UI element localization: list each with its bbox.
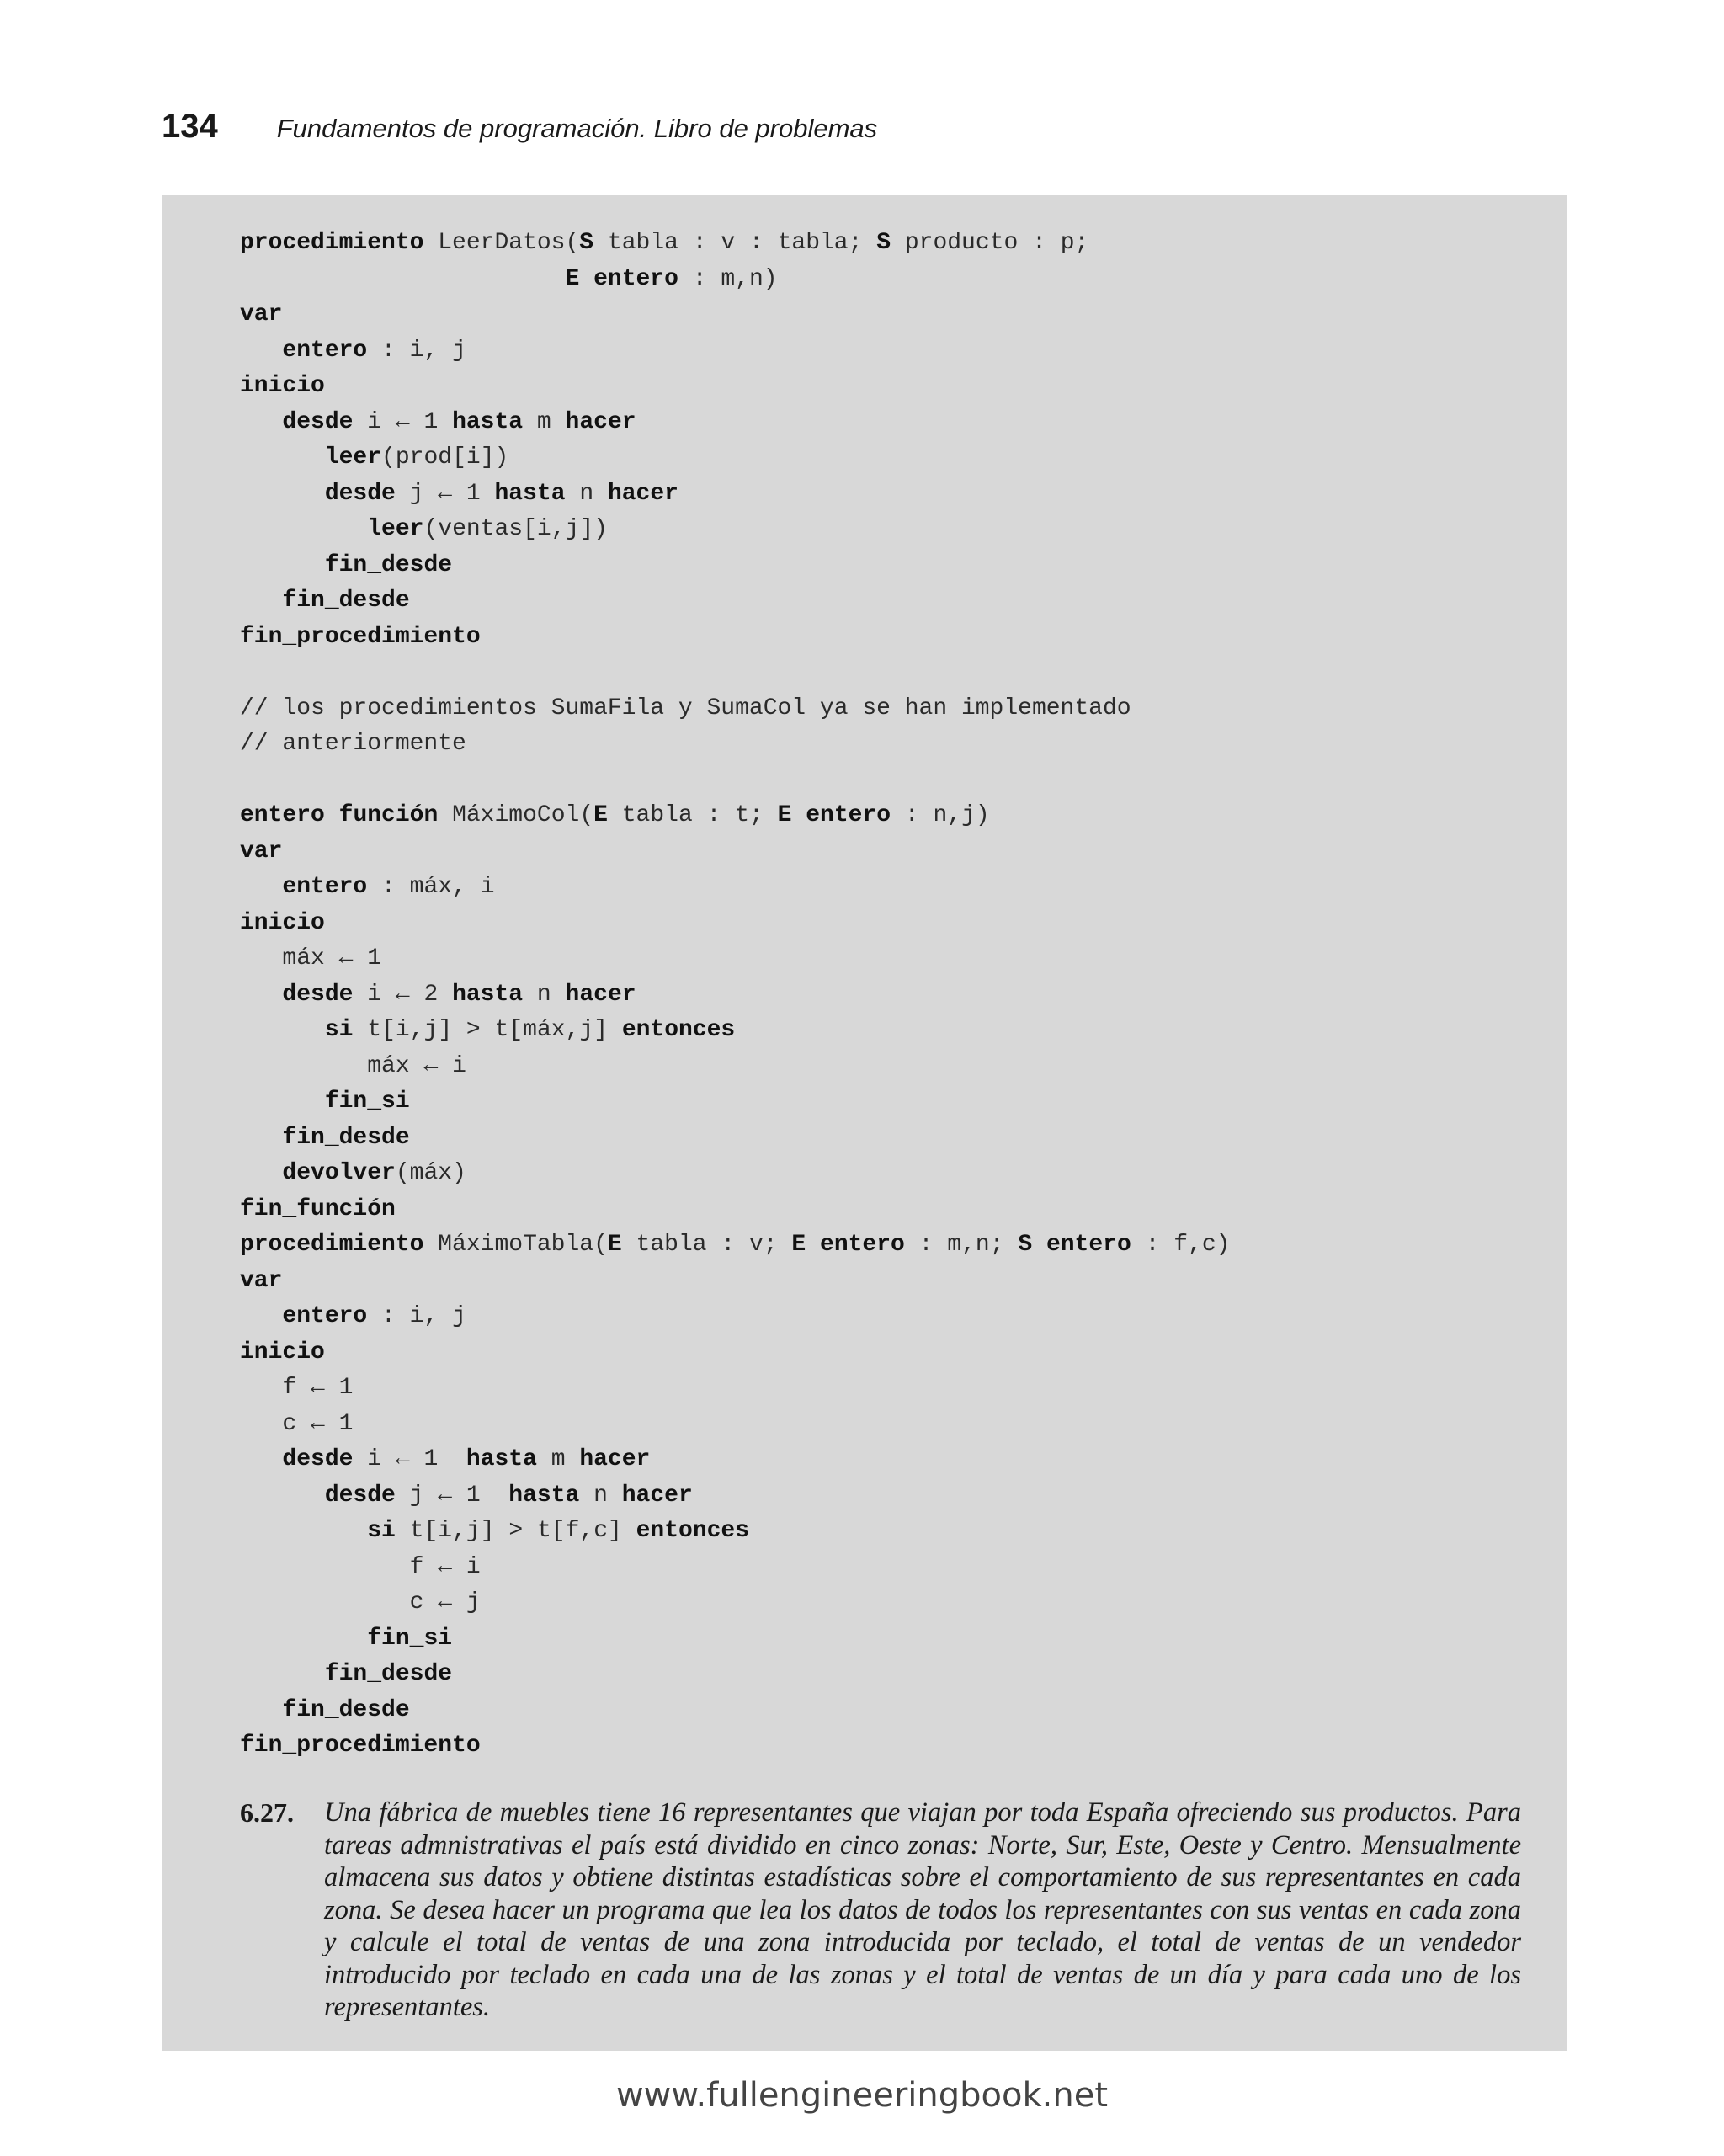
code-line: fin_desde	[282, 1124, 410, 1151]
code-line: f ← i	[409, 1553, 481, 1580]
code-line: máx ← 1	[282, 945, 382, 972]
code-line: fin_desde	[324, 1661, 453, 1687]
code-line: var	[240, 838, 283, 865]
footer-url: www.fullengineeringbook.net	[615, 2076, 1109, 2115]
code-line: c ← 1	[282, 1410, 354, 1437]
code-line	[240, 763, 1230, 799]
code-line: f ← 1	[282, 1375, 354, 1401]
code-line: fin_procedimiento	[240, 623, 481, 650]
code-line: entero : máx, i	[282, 874, 495, 900]
code-line: // anteriormente	[240, 731, 466, 757]
problem-statement	[240, 1797, 1521, 2024]
code-line: inicio	[240, 373, 325, 399]
code-line: fin_procedimiento	[240, 1733, 481, 1759]
code-line: fin_desde	[282, 588, 410, 614]
code-line: var	[240, 301, 283, 327]
code-block	[240, 226, 1230, 1765]
code-line: procedimiento LeerDatos(S tabla : v : tabla; S producto : p;	[240, 230, 1089, 256]
code-panel	[162, 195, 1567, 2051]
code-line: // los procedimientos SumaFila y SumaCol ya se han implementado	[240, 695, 1131, 721]
code-line: desde j ← 1 hasta n hacer	[324, 480, 678, 507]
code-line: desde i ← 2 hasta n hacer	[282, 981, 636, 1008]
code-line: leer(ventas[i,j])	[367, 516, 608, 542]
problem-number: 6.27.	[240, 1797, 294, 1828]
code-line: fin_desde	[324, 551, 453, 578]
page-number: 134	[162, 108, 218, 145]
code-line: si t[i,j] > t[máx,j] entonces	[324, 1017, 736, 1043]
code-line: desde i ← 1 hasta m hacer	[282, 408, 636, 435]
problem-text: Una fábrica de muebles tiene 16 representantes que viajan por toda España ofreciendo sus productos. Para tareas admnistrativas el país está dividido en cinco zonas: Norte, Sur, Este, Oeste y Centro. Mensualmente almacena sus datos y obtiene distintas estadísticas sobre el comportamiento de sus representantes en cada zona. Se desea hacer un programa que lea los datos de todos los representantes con sus ventas en cada zona y calcule el total de ventas de una zona introducida por teclado, el total de ventas de un vendedor introducido por teclado en cada una de las zonas y el total de ventas de un día y para cada uno de los representantes.	[324, 1797, 1521, 2022]
code-line: var	[240, 1267, 283, 1294]
code-line: leer(prod[i])	[324, 445, 509, 471]
code-line: fin_desde	[282, 1696, 410, 1723]
code-line: entero : i, j	[282, 1303, 466, 1329]
code-line: inicio	[240, 909, 325, 936]
code-line: si t[i,j] > t[f,c] entonces	[367, 1518, 750, 1544]
code-line: entero función MáximoCol(E tabla : t; E entero : n,j)	[240, 802, 990, 828]
code-line: c ← j	[409, 1589, 481, 1616]
code-line: inicio	[240, 1339, 325, 1365]
code-line: fin_si	[367, 1625, 453, 1652]
code-line: máx ← i	[367, 1052, 466, 1079]
book-title: Fundamentos de programación. Libro de problemas	[276, 114, 878, 143]
code-line: desde j ← 1 hasta n hacer	[324, 1482, 693, 1509]
code-line	[240, 655, 1230, 691]
code-line: devolver(máx)	[282, 1160, 466, 1186]
code-line: entero : i, j	[282, 337, 466, 364]
code-line: procedimiento MáximoTabla(E tabla : v; E entero : m,n; S entero : f,c)	[240, 1232, 1231, 1258]
code-line: fin_función	[240, 1195, 396, 1222]
code-line: fin_si	[324, 1089, 410, 1115]
code-line: desde i ← 1 hasta m hacer	[282, 1446, 651, 1472]
page-header	[162, 108, 877, 146]
code-line: E entero : m,n)	[565, 265, 778, 292]
